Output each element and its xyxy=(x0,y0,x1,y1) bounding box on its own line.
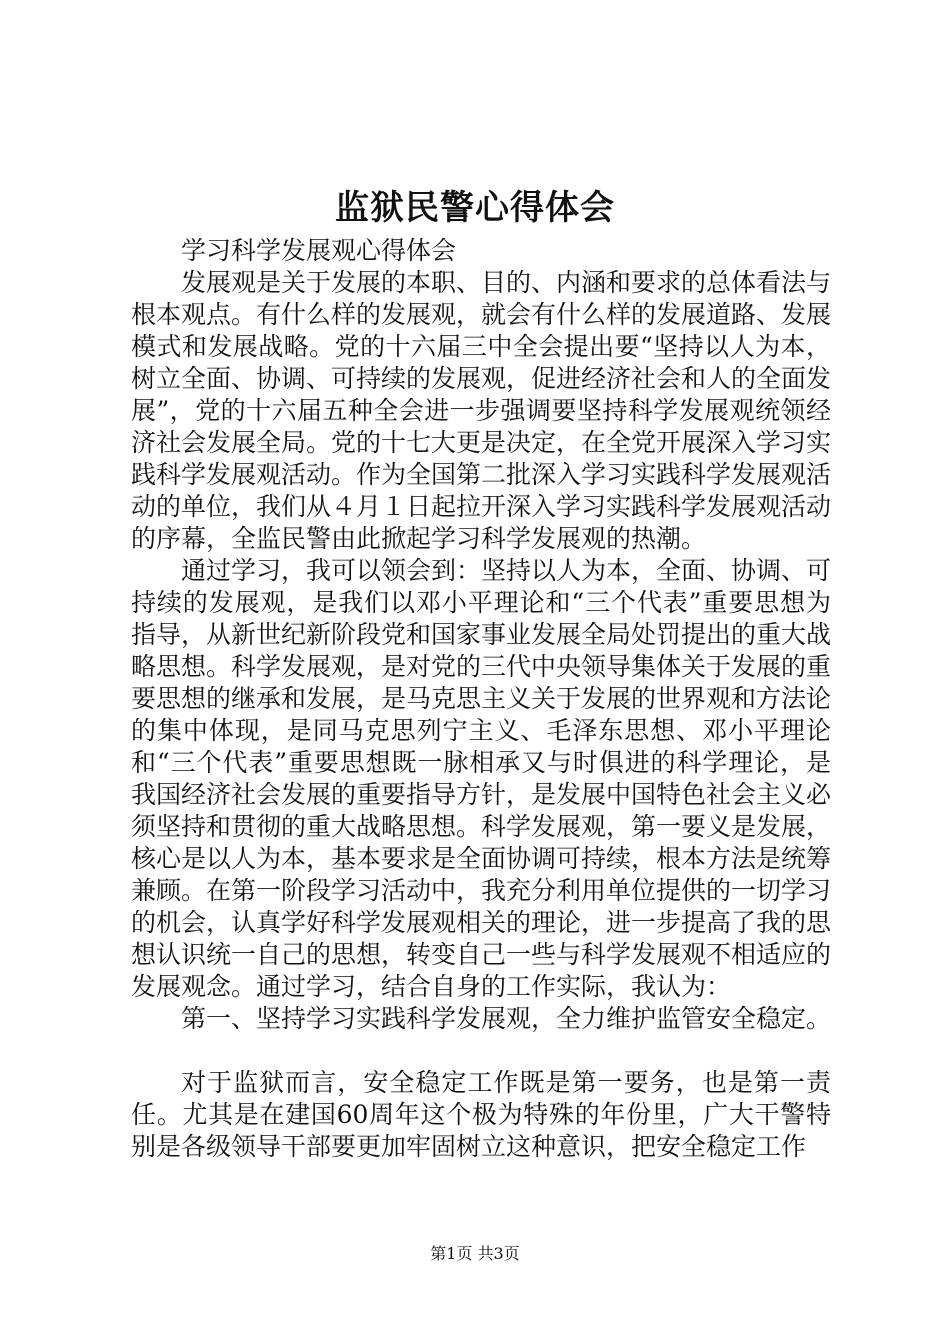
subtitle-paragraph: 学习科学发展观心得体会 xyxy=(181,236,457,265)
body-paragraph: 通过学习，我可以领会到：坚持以人为本，全面、协调、可持续的发展观，是我们以邓小平理论和“三个代表”重要思想为指导，从新世纪新阶段党和国家事业发展全局处罚提出的重大战略思想。科学发展观，是对党的三代中央领导集体关于发展的重要思想的继承和发展，是马克思主义关于发展的世界观和方法论的集中体现，是同马克思列宁主义、毛泽东思想、邓小平理论和“三个代表”重要思想既一脉相承又与时俱进的科学理论，是我国经济社会发展的重要指导方针，是发展中国特色社会主义必须坚持和贯彻的重大战略思想。科学发展观，第一要义是发展，核心是以人为本，基本要求是全面协调可持续，根本方法是统筹兼顾。在第一阶段学习活动中，我充分利用单位提供的一切学习的机会，认真学好科学发展观相关的理论，进一步提高了我的思想认识统一自己的思想，转变自己一些与科学发展观不相适应的发展观念。通过学习，结合自身的工作实际，我认为： xyxy=(131,556,832,1001)
document-body xyxy=(131,235,831,1163)
page-footer: 第1页 共3页 xyxy=(430,1244,520,1263)
section-heading-paragraph: 第一、坚持学习实践科学发展观，全力维护监管安全稳定。 xyxy=(181,1004,832,1033)
document-title: 监狱民警心得体会 xyxy=(335,188,615,228)
body-paragraph: 发展观是关于发展的本职、目的、内涵和要求的总体看法与根本观点。有什么样的发展观，就会有什么样的发展道路、发展模式和发展战略。党的十六届三中全会提出要“坚持以人为本，树立全面、协调、可持续的发展观，促进经济社会和人的全面发展”，党的十六届五种全会进一步强调要坚持科学发展观统领经济社会发展全局。党的十七大更是决定，在全党开展深入学习实践科学发展观活动。作为全国第二批深入学习实践科学发展观活动的单位，我们从４月１日起拉开深入学习实践科学发展观活动的序幕，全监民警由此掀起学习科学发展观的热潮。 xyxy=(131,268,832,553)
body-paragraph: 对于监狱而言，安全稳定工作既是第一要务，也是第一责任。尤其是在建国60周年这个极为特殊的年份里，广大干警特别是各级领导干部要更加牢固树立这种意识，把安全稳定工作 xyxy=(131,1068,831,1161)
